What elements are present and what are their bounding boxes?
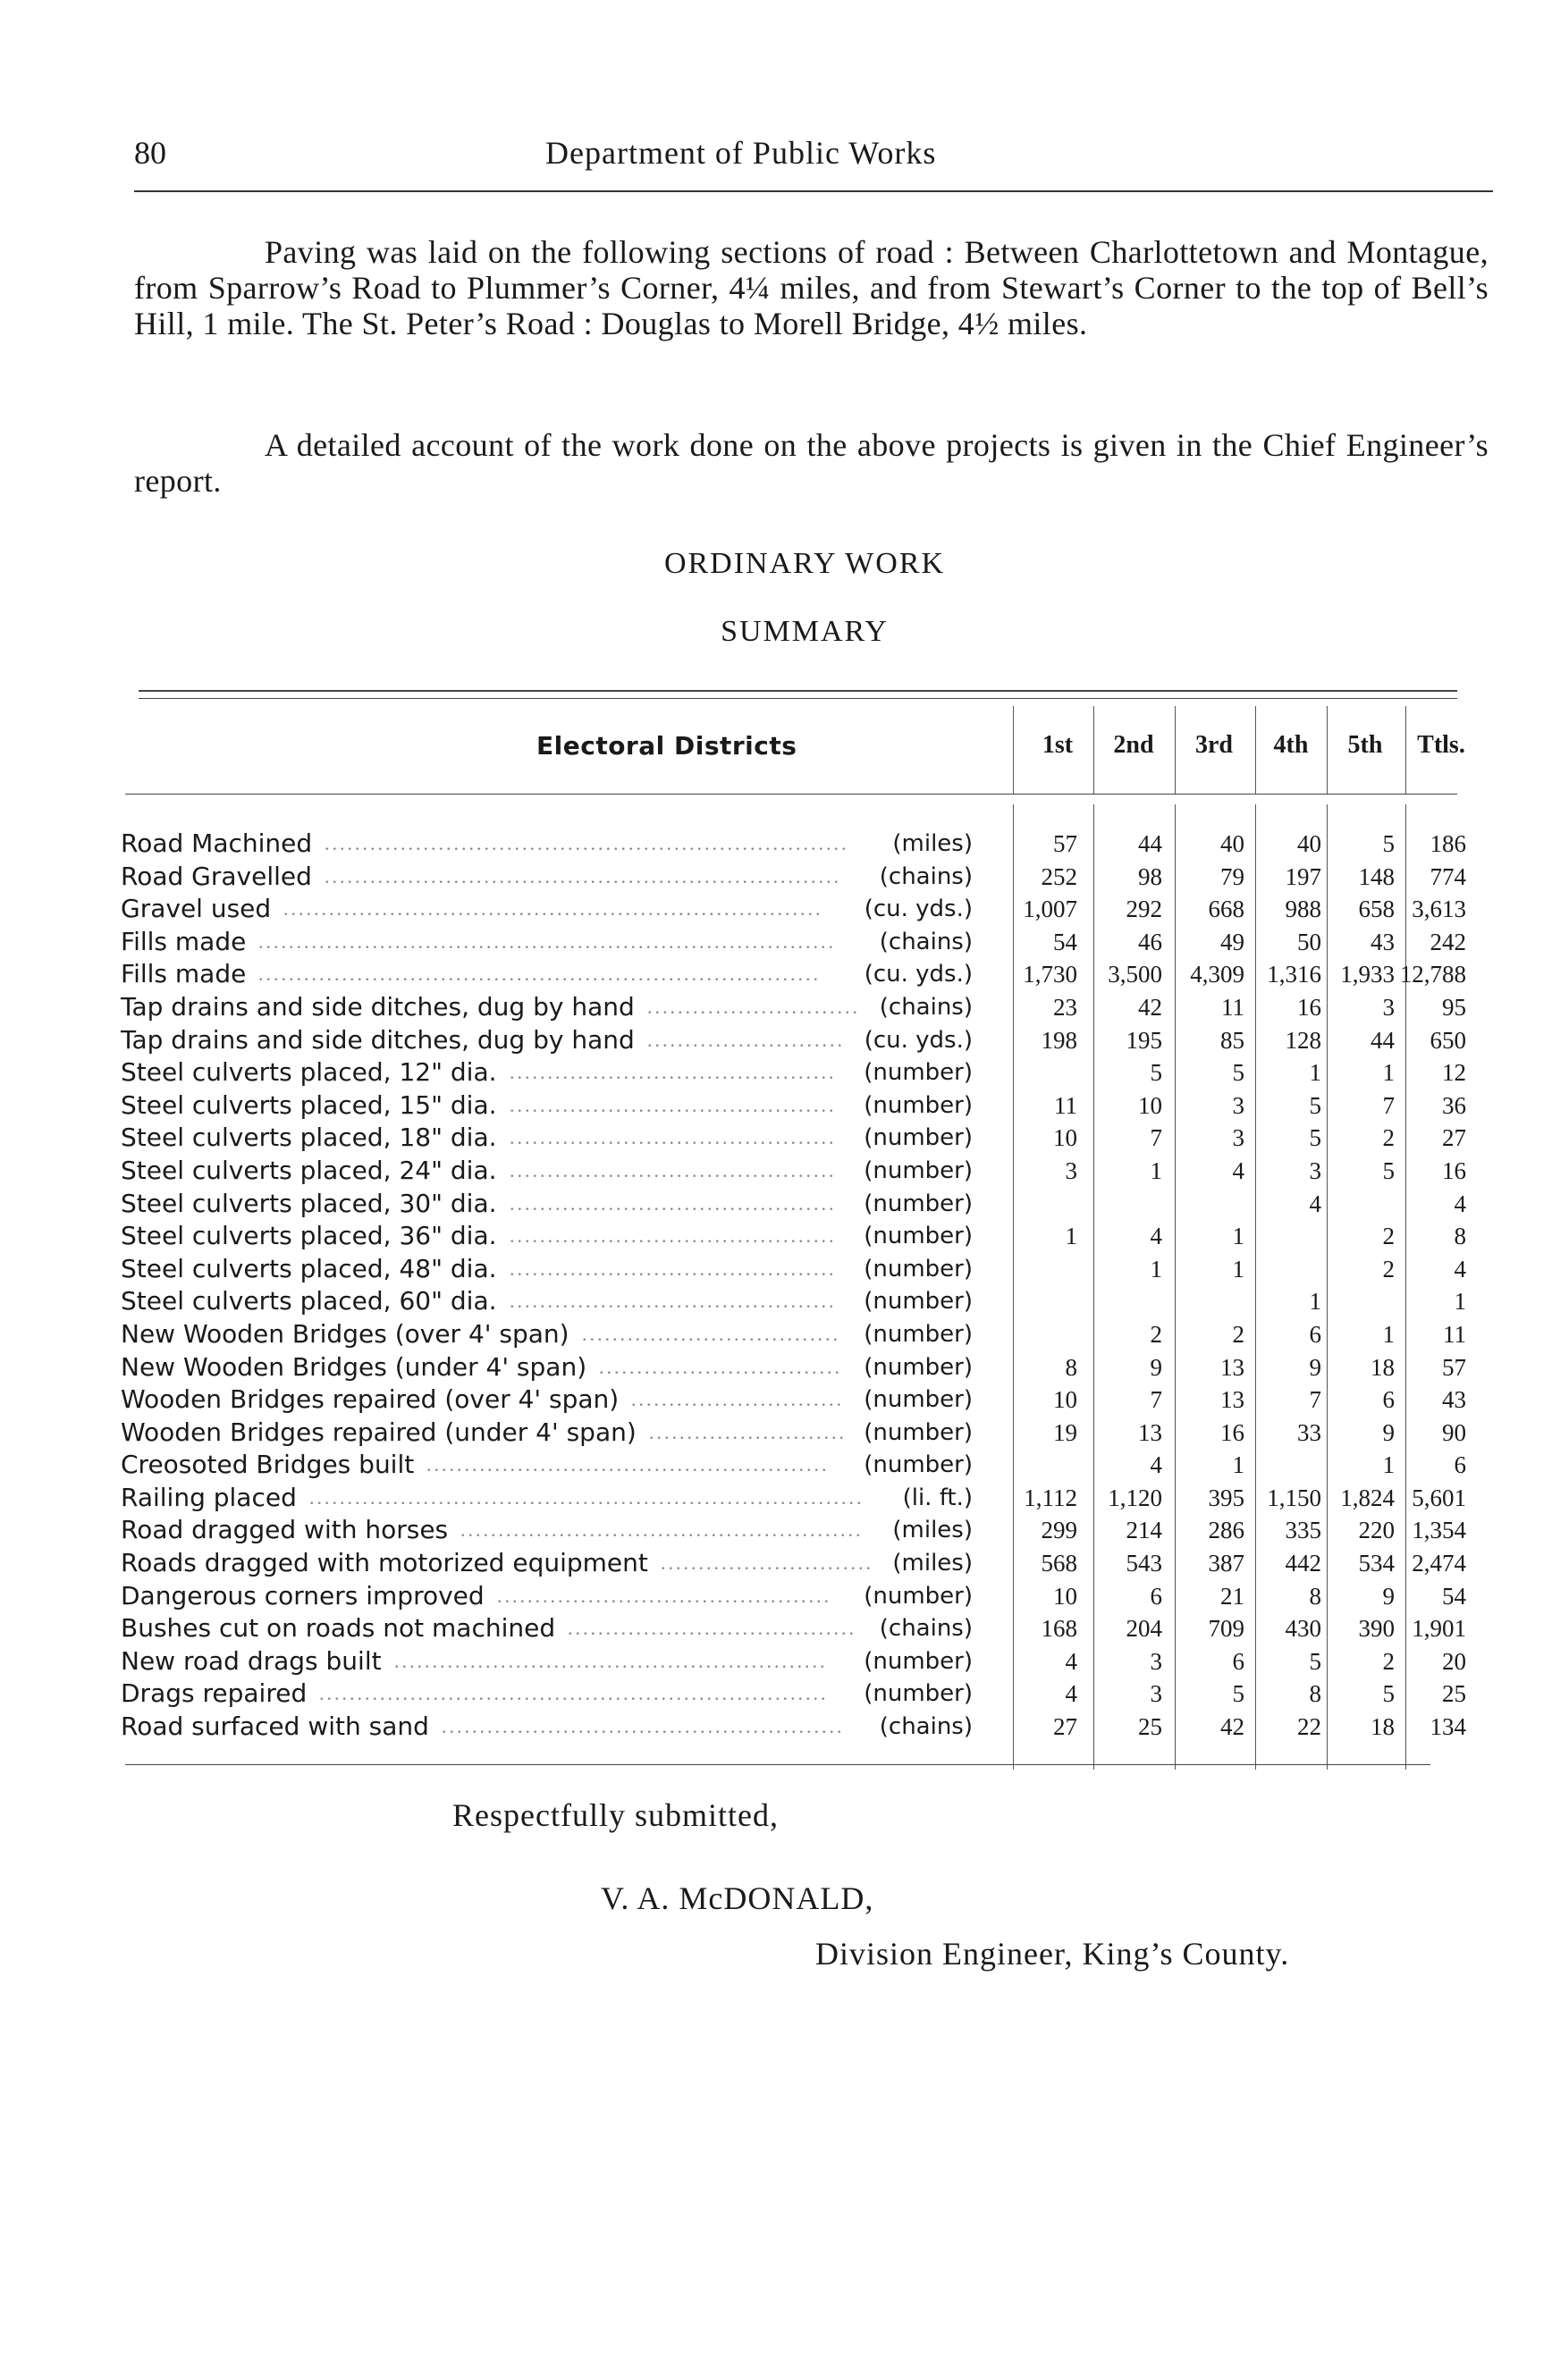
table-cell: 13 <box>1138 1418 1162 1446</box>
table-cell: 42 <box>1220 1713 1244 1741</box>
table-cell: 10 <box>1053 1386 1077 1414</box>
table-cell: 7 <box>1309 1386 1321 1414</box>
table-row <box>121 1155 1480 1188</box>
leader-dots: .................................................................... <box>325 864 841 887</box>
table-cell: 198 <box>1041 1026 1077 1054</box>
row-unit: (miles) <box>892 1550 973 1577</box>
row-unit: (number) <box>864 1451 973 1479</box>
table-cell: 20 <box>1442 1647 1466 1675</box>
table-cell: 1 <box>1454 1288 1466 1316</box>
table-cell: 11 <box>1443 1320 1466 1348</box>
table-cell: 252 <box>1041 862 1077 890</box>
table-top-rule-thin <box>139 698 1457 699</box>
table-cell: 6 <box>1382 1386 1395 1414</box>
paragraph-detailed-account: A detailed account of the work done on the above projects is given in the Chief Engineer’s report. <box>134 427 1489 499</box>
row-unit: (number) <box>864 1680 973 1708</box>
table-cell: 3 <box>1382 993 1395 1021</box>
table-row <box>121 828 1480 861</box>
leader-dots: ................................................................... <box>319 1682 829 1705</box>
table-cell: 204 <box>1126 1615 1162 1643</box>
table-row <box>121 1056 1480 1089</box>
table-cell: 7 <box>1382 1091 1395 1119</box>
leader-dots: ........................................... <box>510 1257 837 1280</box>
table-cell: 10 <box>1138 1091 1162 1119</box>
table-cell: 23 <box>1053 993 1077 1021</box>
row-unit: (miles) <box>892 1517 973 1544</box>
heading-summary: SUMMARY <box>721 615 889 648</box>
table-row <box>121 1547 1480 1580</box>
column-header-electoral-districts: Electoral Districts <box>536 731 797 761</box>
table-row <box>121 1285 1480 1318</box>
signature-name: V. A. McDONALD, <box>601 1880 874 1916</box>
leader-dots: ........................................... <box>510 1126 837 1149</box>
table-row <box>121 861 1480 894</box>
leader-dots: ......................................................... <box>394 1649 828 1672</box>
table-cell: 13 <box>1220 1353 1244 1381</box>
table-row <box>121 1580 1480 1613</box>
table-cell: 148 <box>1358 862 1395 890</box>
column-header-3rd: 3rd <box>1195 731 1233 759</box>
row-unit: (number) <box>864 1156 973 1184</box>
table-cell: 774 <box>1430 862 1466 890</box>
table-header-rule <box>125 794 1457 795</box>
row-label: Steel culverts placed, 18" dia. <box>121 1123 497 1153</box>
row-label: Steel culverts placed, 30" dia. <box>121 1188 497 1218</box>
table-cell: 395 <box>1208 1484 1244 1511</box>
table-cell: 195 <box>1126 1026 1162 1054</box>
leader-dots: ............................ <box>631 1388 844 1411</box>
table-cell: 11 <box>1221 993 1244 1021</box>
table-cell: 3 <box>1232 1124 1244 1152</box>
table-cell: 2 <box>1382 1255 1395 1283</box>
table-cell: 98 <box>1138 862 1162 890</box>
table-cell: 5 <box>1309 1091 1321 1119</box>
table-cell: 49 <box>1220 928 1244 955</box>
row-unit: (chains) <box>879 993 973 1021</box>
column-header-1st: 1st <box>1042 731 1074 759</box>
table-cell: 4 <box>1065 1647 1077 1675</box>
row-label: Fills made <box>121 959 247 989</box>
table-cell: 1 <box>1382 1059 1395 1087</box>
table-cell: 8 <box>1309 1582 1321 1610</box>
leader-dots: ..................................................................... <box>325 832 849 854</box>
table-cell: 6 <box>1150 1582 1162 1610</box>
table-cell: 1,007 <box>1023 896 1077 923</box>
table-cell: 292 <box>1126 896 1162 923</box>
leader-dots: .......................... <box>649 1420 847 1443</box>
table-cell: 6 <box>1232 1647 1244 1675</box>
table-cell: 1 <box>1232 1255 1244 1283</box>
table-cell: 658 <box>1358 896 1395 923</box>
table-cell: 335 <box>1285 1517 1321 1544</box>
table-cell: 8 <box>1454 1223 1466 1250</box>
row-label: Roads dragged with motorized equipment <box>121 1548 648 1578</box>
table-row <box>121 1351 1480 1384</box>
table-cell: 4 <box>1309 1190 1321 1217</box>
column-header-4th: 4th <box>1273 731 1309 759</box>
table-cell: 5 <box>1309 1647 1321 1675</box>
table-cell: 6 <box>1309 1320 1321 1348</box>
leader-dots: ........................................... <box>510 1191 837 1215</box>
row-label: Drags repaired <box>121 1678 308 1709</box>
summary-table <box>121 828 1480 1744</box>
row-label: Road Gravelled <box>121 861 312 891</box>
table-cell: 90 <box>1442 1418 1466 1446</box>
row-unit: (li. ft.) <box>902 1484 973 1511</box>
table-cell: 4 <box>1150 1223 1162 1250</box>
table-cell: 25 <box>1442 1680 1466 1708</box>
table-cell: 57 <box>1442 1353 1466 1381</box>
leader-dots: ............................................................................ <box>258 929 836 953</box>
table-cell: 44 <box>1371 1026 1395 1054</box>
table-cell: 54 <box>1053 928 1077 955</box>
row-label: Tap drains and side ditches, dug by hand <box>121 1024 635 1055</box>
row-unit: (number) <box>864 1386 973 1414</box>
table-cell: 286 <box>1208 1517 1244 1544</box>
leader-dots: ................................ <box>599 1355 842 1378</box>
table-cell: 22 <box>1297 1713 1321 1741</box>
table-row <box>121 1711 1480 1744</box>
table-cell: 568 <box>1041 1550 1077 1577</box>
row-label: Steel culverts placed, 60" dia. <box>121 1286 497 1316</box>
row-unit: (cu. yds.) <box>864 961 973 988</box>
leader-dots: ............................ <box>647 995 860 1018</box>
table-cell: 21 <box>1220 1582 1244 1610</box>
table-cell: 8 <box>1309 1680 1321 1708</box>
table-row <box>121 1024 1480 1057</box>
column-header-5th: 5th <box>1347 731 1383 759</box>
table-cell: 2,474 <box>1412 1550 1466 1577</box>
table-cell: 4 <box>1454 1255 1466 1283</box>
table-cell: 1,120 <box>1108 1484 1162 1511</box>
table-cell: 128 <box>1285 1026 1321 1054</box>
row-unit: (number) <box>864 1059 973 1087</box>
row-label: Bushes cut on roads not machined <box>121 1613 556 1644</box>
table-cell: 19 <box>1053 1418 1077 1446</box>
table-cell: 1 <box>1150 1255 1162 1283</box>
leader-dots: ............................................ <box>497 1584 831 1607</box>
table-cell: 4,309 <box>1190 961 1244 988</box>
table-cell: 46 <box>1138 928 1162 955</box>
leader-dots: .......................................................................... <box>258 963 821 986</box>
column-header-totals: Ttls. <box>1417 731 1465 759</box>
row-label: New Wooden Bridges (under 4' span) <box>121 1351 587 1382</box>
table-cell: 1,901 <box>1412 1615 1466 1643</box>
table-cell: 3 <box>1232 1091 1244 1119</box>
table-cell: 5 <box>1309 1124 1321 1152</box>
table-row <box>121 1220 1480 1253</box>
row-unit: (number) <box>864 1418 973 1446</box>
row-unit: (number) <box>864 1255 973 1283</box>
table-cell: 1 <box>1150 1156 1162 1184</box>
leader-dots: ..................................................... <box>442 1715 845 1738</box>
row-unit: (number) <box>864 1223 973 1250</box>
table-cell: 4 <box>1065 1680 1077 1708</box>
table-cell: 3,500 <box>1108 961 1162 988</box>
table-cell: 27 <box>1053 1713 1077 1741</box>
table-cell: 430 <box>1285 1615 1321 1643</box>
table-cell: 242 <box>1430 928 1466 955</box>
table-cell: 5 <box>1382 830 1395 857</box>
table-cell: 11 <box>1054 1091 1077 1119</box>
table-cell: 42 <box>1138 993 1162 1021</box>
table-cell: 1,354 <box>1412 1517 1466 1544</box>
table-cell: 4 <box>1150 1451 1162 1479</box>
table-cell: 36 <box>1442 1091 1466 1119</box>
table-cell: 1 <box>1382 1451 1395 1479</box>
row-label: Steel culverts placed, 48" dia. <box>121 1253 497 1283</box>
table-cell: 9 <box>1309 1353 1321 1381</box>
table-cell: 40 <box>1220 830 1244 857</box>
table-cell: 95 <box>1442 993 1466 1021</box>
table-row <box>121 958 1480 991</box>
table-cell: 1 <box>1065 1223 1077 1250</box>
paragraph-paving: Paving was laid on the following sections of road : Between Charlottetown and Montague, from Sparrow’s Road to Plummer’s Corner, 4¼ miles, and from Stewart’s Corner to the top of Bell’s Hill, 1 mile. The St. Peter’s Road : Douglas to Morell Bridge, 4½ miles. <box>134 234 1489 341</box>
table-row <box>121 1318 1480 1351</box>
table-cell: 2 <box>1382 1647 1395 1675</box>
table-cell: 709 <box>1208 1615 1244 1643</box>
table-cell: 1 <box>1382 1320 1395 1348</box>
table-cell: 12,788 <box>1399 961 1466 988</box>
header-divider <box>1327 706 1328 794</box>
row-label: Road dragged with horses <box>121 1515 449 1545</box>
table-cell: 27 <box>1442 1124 1466 1152</box>
table-cell: 1,112 <box>1024 1484 1077 1511</box>
table-cell: 5 <box>1382 1156 1395 1184</box>
table-cell: 2 <box>1232 1320 1244 1348</box>
table-cell: 9 <box>1382 1418 1395 1446</box>
header-divider <box>1405 706 1406 794</box>
table-cell: 220 <box>1358 1517 1395 1544</box>
table-cell: 1,730 <box>1023 961 1077 988</box>
table-cell: 3 <box>1065 1156 1077 1184</box>
table-cell: 8 <box>1065 1353 1077 1381</box>
table-cell: 543 <box>1126 1550 1162 1577</box>
table-cell: 10 <box>1053 1582 1077 1610</box>
row-label: Railing placed <box>121 1482 297 1512</box>
row-unit: (number) <box>864 1091 973 1119</box>
heading-ordinary-work: ORDINARY WORK <box>663 547 946 580</box>
table-row <box>121 1645 1480 1678</box>
table-cell: 2 <box>1382 1223 1395 1250</box>
table-cell: 4 <box>1454 1190 1466 1217</box>
table-cell: 5 <box>1232 1680 1244 1708</box>
table-row <box>121 1188 1480 1221</box>
table-cell: 650 <box>1430 1026 1466 1054</box>
table-cell: 214 <box>1126 1517 1162 1544</box>
leader-dots: ........................................... <box>510 1158 837 1182</box>
leader-dots: ........................................... <box>510 1061 837 1084</box>
table-cell: 44 <box>1138 830 1162 857</box>
table-cell: 390 <box>1358 1615 1395 1643</box>
leader-dots: ...................................... <box>568 1617 856 1640</box>
table-cell: 7 <box>1150 1386 1162 1414</box>
table-row <box>121 1612 1480 1645</box>
table-cell: 134 <box>1430 1713 1466 1741</box>
running-head <box>134 134 1493 179</box>
table-cell: 5 <box>1382 1680 1395 1708</box>
row-unit: (chains) <box>879 928 973 955</box>
table-cell: 9 <box>1382 1582 1395 1610</box>
row-unit: (number) <box>864 1353 973 1381</box>
leader-dots: .......................... <box>647 1028 845 1051</box>
table-row <box>121 1253 1480 1286</box>
table-cell: 668 <box>1208 896 1244 923</box>
leader-dots: ....................................................................... <box>283 897 823 921</box>
page-number: 80 <box>134 135 166 171</box>
row-label: Gravel used <box>121 894 272 924</box>
row-unit: (chains) <box>879 1713 973 1741</box>
table-cell: 40 <box>1297 830 1321 857</box>
table-cell: 3 <box>1150 1680 1162 1708</box>
row-unit: (number) <box>864 1288 973 1316</box>
table-row <box>121 1122 1480 1155</box>
table-cell: 43 <box>1371 928 1395 955</box>
table-cell: 7 <box>1150 1124 1162 1152</box>
row-label: Road surfaced with sand <box>121 1711 429 1742</box>
row-unit: (number) <box>864 1647 973 1675</box>
row-label: Tap drains and side ditches, dug by hand <box>121 991 635 1022</box>
row-unit: (cu. yds.) <box>864 896 973 923</box>
table-row <box>121 1089 1480 1123</box>
table-cell: 54 <box>1442 1582 1466 1610</box>
row-unit: (chains) <box>879 1615 973 1643</box>
row-label: Steel culverts placed, 15" dia. <box>121 1089 497 1120</box>
table-row <box>121 1514 1480 1547</box>
table-cell: 988 <box>1285 896 1321 923</box>
row-label: New Wooden Bridges (over 4' span) <box>121 1318 569 1349</box>
table-row <box>121 926 1480 959</box>
table-cell: 5 <box>1232 1059 1244 1087</box>
row-label: Fills made <box>121 926 247 956</box>
table-cell: 1,150 <box>1267 1484 1321 1511</box>
column-header-2nd: 2nd <box>1113 731 1154 759</box>
leader-dots: ........................................... <box>510 1290 837 1313</box>
table-cell: 16 <box>1297 993 1321 1021</box>
row-label: Wooden Bridges repaired (under 4' span) <box>121 1417 637 1447</box>
table-cell: 5 <box>1150 1059 1162 1087</box>
table-cell: 1,316 <box>1267 961 1321 988</box>
table-cell: 5,601 <box>1412 1484 1466 1511</box>
leader-dots: .................................. <box>582 1322 840 1345</box>
leader-dots: ........................................... <box>510 1224 837 1248</box>
table-cell: 79 <box>1220 862 1244 890</box>
table-cell: 2 <box>1150 1320 1162 1348</box>
table-cell: 4 <box>1232 1156 1244 1184</box>
table-row <box>121 1449 1480 1482</box>
table-cell: 85 <box>1220 1026 1244 1054</box>
table-cell: 168 <box>1041 1615 1077 1643</box>
table-top-rule <box>139 690 1457 692</box>
table-cell: 9 <box>1150 1353 1162 1381</box>
table-cell: 10 <box>1053 1124 1077 1152</box>
closing-salutation: Respectfully submitted, <box>452 1797 779 1833</box>
table-cell: 1 <box>1232 1451 1244 1479</box>
row-label: Steel culverts placed, 24" dia. <box>121 1155 497 1185</box>
running-title: Department of Public Works <box>545 135 937 171</box>
row-label: Steel culverts placed, 12" dia. <box>121 1057 497 1088</box>
table-row <box>121 1417 1480 1450</box>
header-divider <box>1255 706 1256 794</box>
table-cell: 18 <box>1371 1713 1395 1741</box>
row-label: Dangerous corners improved <box>121 1580 485 1610</box>
row-label: Steel culverts placed, 36" dia. <box>121 1221 497 1251</box>
leader-dots: ........................................... <box>510 1093 837 1116</box>
row-unit: (miles) <box>892 830 973 857</box>
table-row <box>121 1482 1480 1515</box>
header-divider <box>1175 706 1176 794</box>
row-unit: (chains) <box>879 862 973 890</box>
table-cell: 12 <box>1442 1059 1466 1087</box>
table-cell: 6 <box>1454 1451 1466 1479</box>
table-cell: 534 <box>1358 1550 1395 1577</box>
table-cell: 299 <box>1041 1517 1077 1544</box>
table-row <box>121 1678 1480 1711</box>
table-cell: 442 <box>1285 1550 1321 1577</box>
table-cell: 43 <box>1442 1386 1466 1414</box>
table-cell: 387 <box>1208 1550 1244 1577</box>
header-divider <box>1013 706 1014 794</box>
row-label: Road Machined <box>121 828 313 858</box>
table-cell: 186 <box>1430 830 1466 857</box>
table-cell: 16 <box>1442 1156 1466 1184</box>
row-label: Wooden Bridges repaired (over 4' span) <box>121 1384 620 1415</box>
row-unit: (number) <box>864 1190 973 1217</box>
table-cell: 1 <box>1309 1059 1321 1087</box>
table-bottom-rule <box>125 1764 1430 1765</box>
table-cell: 16 <box>1220 1418 1244 1446</box>
row-unit: (number) <box>864 1124 973 1152</box>
leader-dots: ..................................................... <box>460 1518 864 1542</box>
row-label: Creosoted Bridges built <box>121 1450 415 1480</box>
leader-dots: ............................ <box>661 1552 873 1575</box>
table-cell: 33 <box>1297 1418 1321 1446</box>
table-cell: 1,824 <box>1340 1484 1395 1511</box>
table-cell: 197 <box>1285 862 1321 890</box>
leader-dots: ......................................................................... <box>309 1485 865 1509</box>
header-rule <box>134 190 1493 192</box>
table-cell: 1 <box>1309 1288 1321 1316</box>
table-cell: 3 <box>1150 1647 1162 1675</box>
table-row <box>121 991 1480 1024</box>
table-cell: 1,933 <box>1340 961 1395 988</box>
table-cell: 2 <box>1382 1124 1395 1152</box>
row-unit: (cu. yds.) <box>864 1026 973 1054</box>
table-cell: 18 <box>1371 1353 1395 1381</box>
table-cell: 1 <box>1232 1223 1244 1250</box>
row-unit: (number) <box>864 1582 973 1610</box>
table-cell: 3,613 <box>1412 896 1466 923</box>
header-divider <box>1093 706 1094 794</box>
leader-dots: ..................................................... <box>426 1453 830 1476</box>
row-label: New road drags built <box>121 1645 382 1676</box>
table-cell: 25 <box>1138 1713 1162 1741</box>
table-row <box>121 1383 1480 1417</box>
table-cell: 3 <box>1309 1156 1321 1184</box>
table-cell: 57 <box>1053 830 1077 857</box>
table-cell: 50 <box>1297 928 1321 955</box>
signature-title: Division Engineer, King’s County. <box>815 1936 1290 1972</box>
row-unit: (number) <box>864 1320 973 1348</box>
table-row <box>121 893 1480 926</box>
table-cell: 13 <box>1220 1386 1244 1414</box>
